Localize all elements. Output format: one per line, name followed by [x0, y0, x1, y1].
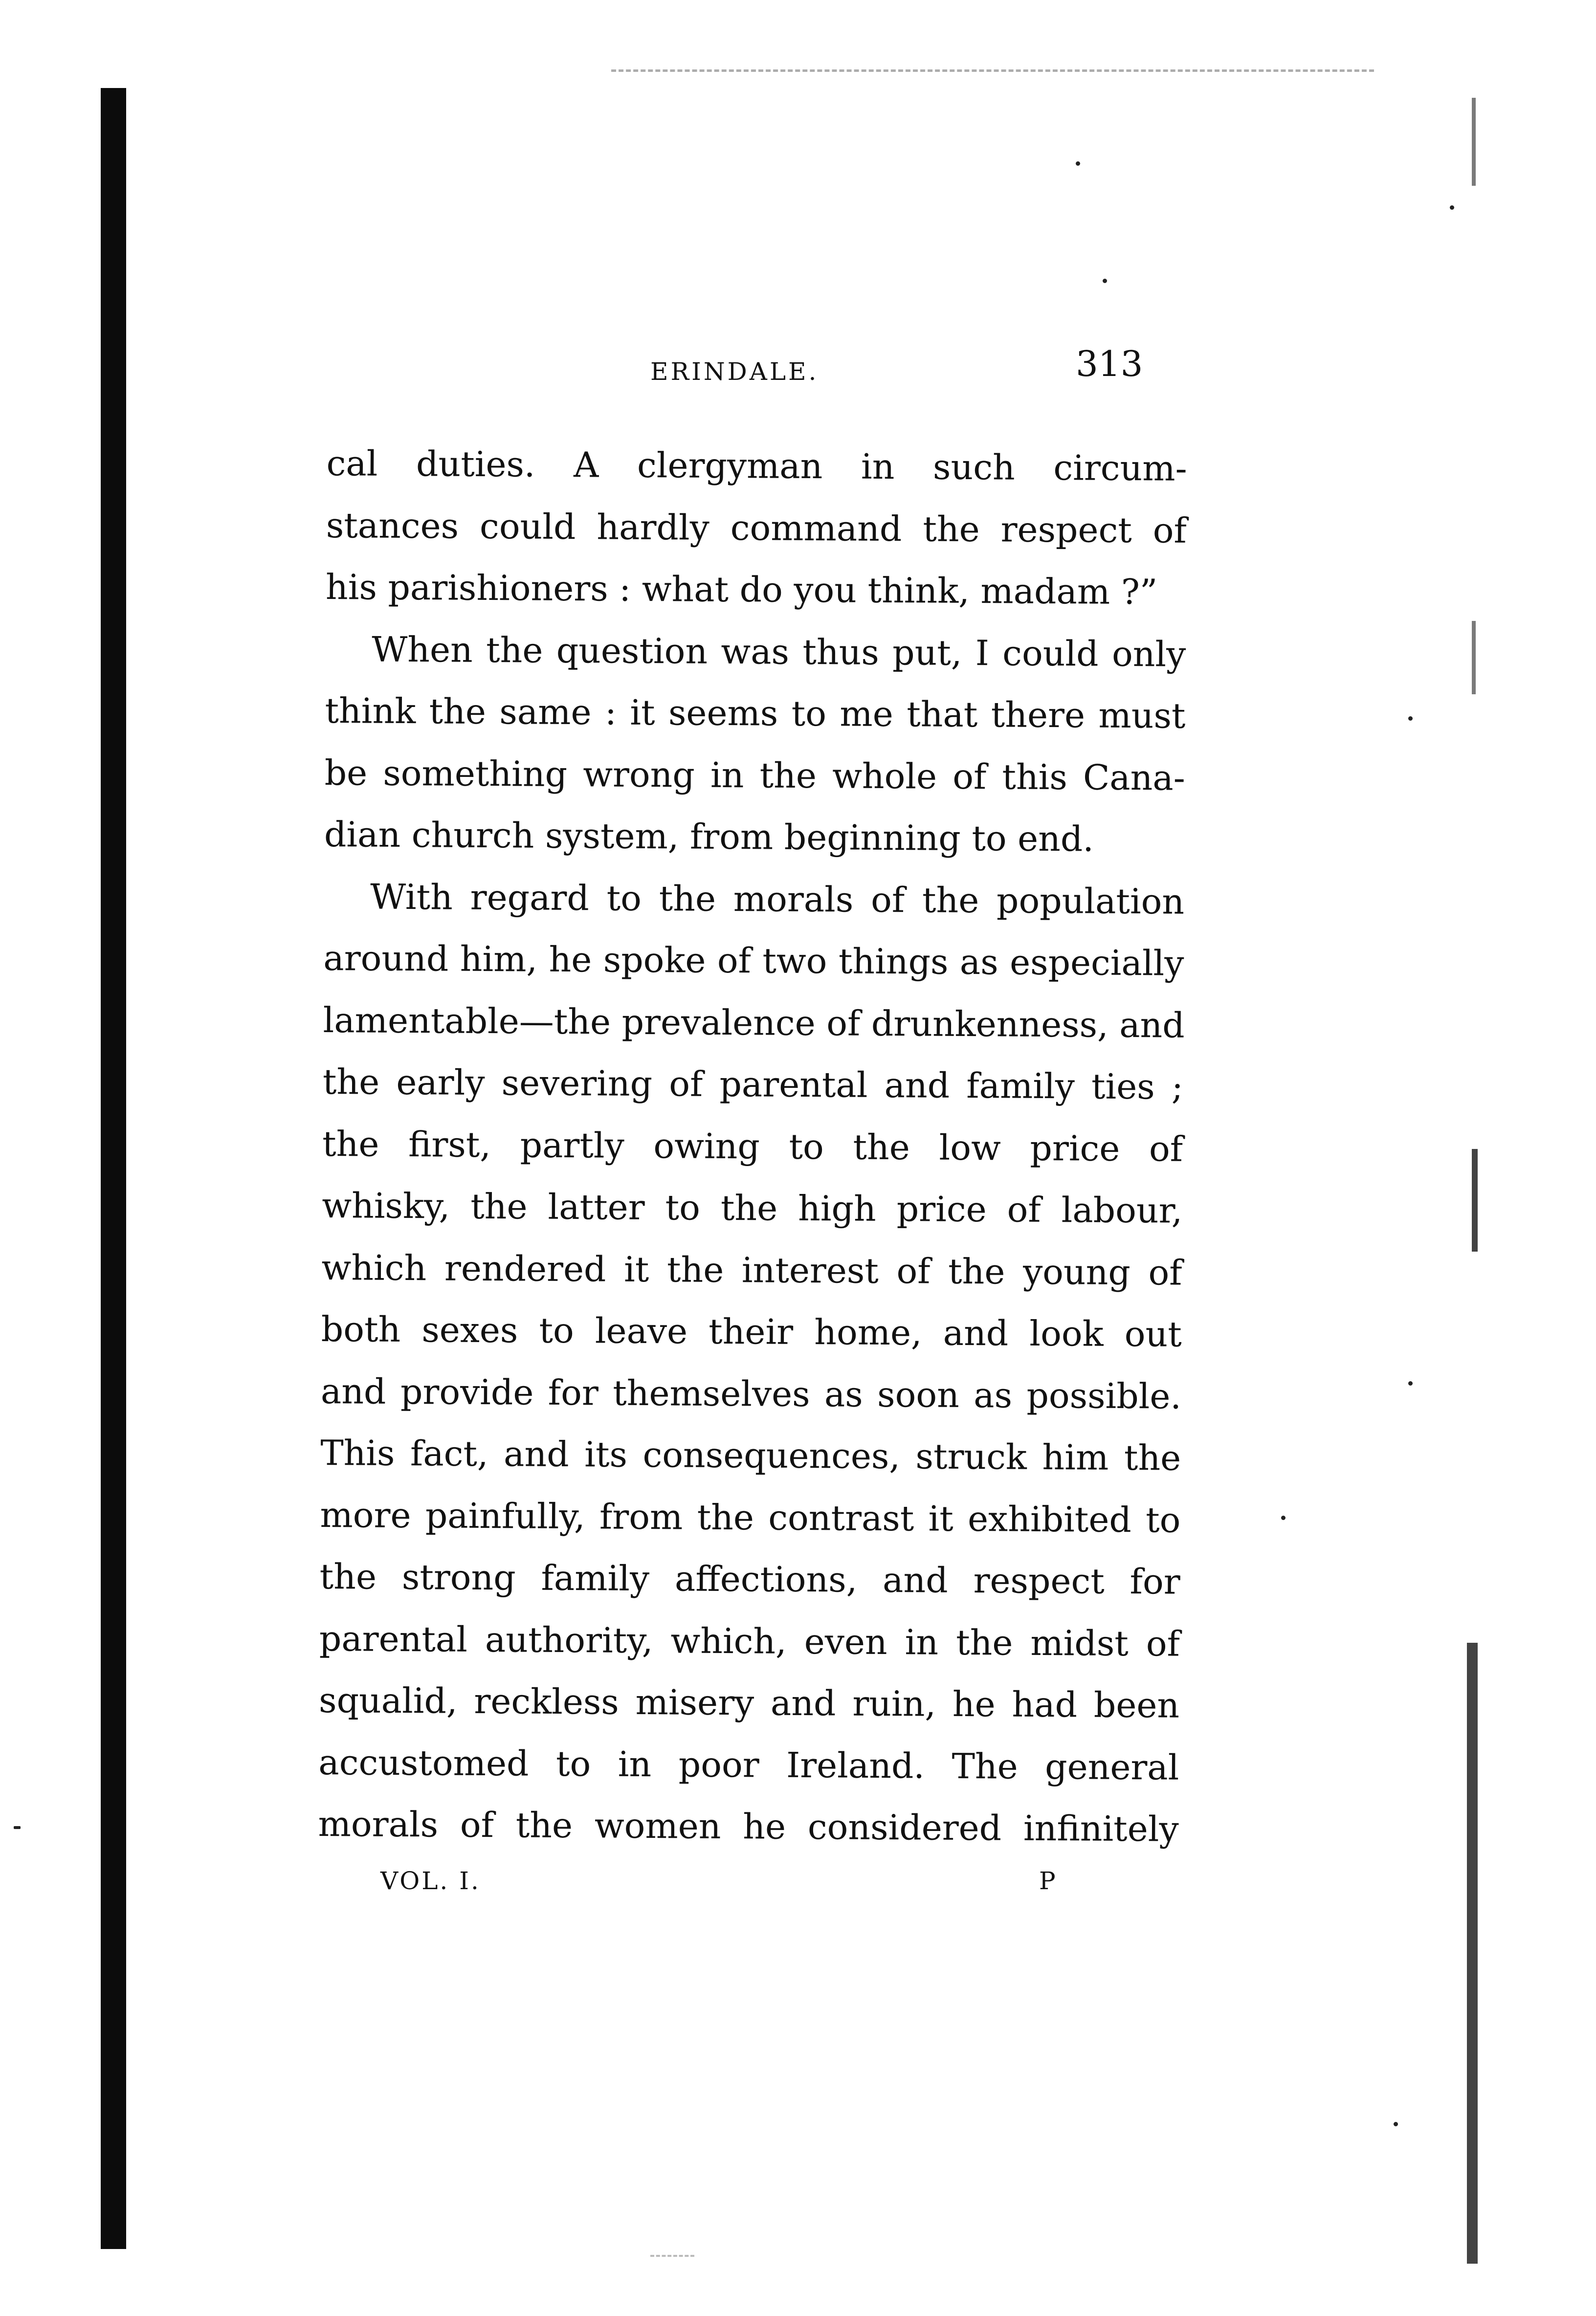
- scan-speck: [14, 1826, 21, 1829]
- body-text: [318, 433, 1187, 1860]
- text-line: When the question was thus put, I could only: [372, 629, 1186, 675]
- top-scan-edge: [611, 69, 1374, 72]
- text-line: his parishioners : what do you think, madam ?”: [325, 566, 1158, 613]
- text-line: With regard to the morals of the population: [370, 876, 1185, 922]
- text-line: This fact, and its consequences, struck him the: [320, 1432, 1181, 1478]
- text-line: both sexes to leave their home, and look out: [321, 1308, 1182, 1355]
- text-line: parental authority, which, even in the midst of: [319, 1618, 1180, 1664]
- scan-speck: [1450, 205, 1454, 210]
- text-line: which rendered it the interest of the young of: [321, 1247, 1182, 1293]
- right-scan-edge-mark: [1472, 98, 1476, 186]
- scan-speck: [1076, 161, 1080, 166]
- scan-speck: [1408, 716, 1413, 721]
- running-head: ERINDALE.: [650, 357, 819, 386]
- text-line: morals of the women he considered infinitely: [318, 1803, 1179, 1850]
- text-line: dian church system, from beginning to end.: [324, 814, 1094, 860]
- text-line: squalid, reckless misery and ruin, he had been: [318, 1679, 1180, 1726]
- right-scan-edge-mark: [1467, 1643, 1478, 2264]
- right-scan-edge-mark: [1472, 621, 1476, 694]
- text-line: around him, he spoke of two things as especially: [323, 937, 1184, 984]
- text-line: the strong family affections, and respect for: [319, 1556, 1180, 1602]
- right-scan-edge-mark: [1472, 1149, 1478, 1252]
- text-line: the early severing of parental and family ties ;: [322, 1061, 1184, 1107]
- text-line: lamentable—the prevalence of drunkenness, and: [323, 999, 1185, 1046]
- text-line: more painfully, from the contrast it exhibited to: [320, 1494, 1181, 1541]
- scan-speck: [1408, 1381, 1413, 1386]
- scan-speck: [1281, 1516, 1286, 1520]
- bottom-scan-edge: [650, 2255, 694, 2257]
- binding-shadow: [101, 88, 126, 2249]
- signature-mark: P: [1039, 1867, 1056, 1895]
- text-line: accustomed to in poor Ireland. The general: [318, 1742, 1179, 1788]
- text-line: whisky, the latter to the high price of labour,: [322, 1185, 1183, 1231]
- text-line: cal duties. A clergyman in such circum-: [326, 442, 1187, 489]
- scan-speck: [1394, 2122, 1398, 2126]
- text-line: and provide for themselves as soon as possible.: [320, 1370, 1182, 1417]
- text-line: the first, partly owing to the low price of: [322, 1123, 1183, 1169]
- page-number: 313: [1076, 343, 1143, 384]
- text-line: think the same : it seems to me that there must: [325, 690, 1186, 736]
- text-line: be something wrong in the whole of this Cana-: [324, 752, 1185, 798]
- text-line: stances could hardly command the respect of: [326, 505, 1187, 551]
- volume-footer: VOL. I.: [380, 1867, 481, 1895]
- scan-speck: [1103, 279, 1107, 283]
